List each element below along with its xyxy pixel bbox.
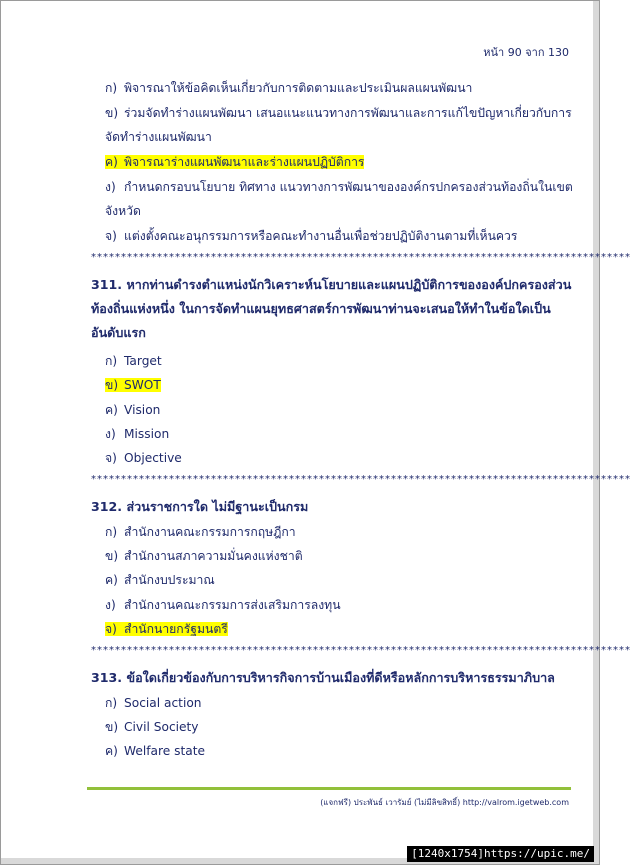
option-text: สำนักนายกรัฐมนตรี: [124, 622, 228, 636]
option-label: ก): [105, 81, 118, 95]
question-313: 313. ข้อใดเกี่ยวข้องกับการบริหารกิจการบ้านเมืองที่ดีหรือหลักการบริหารธรรมาภิบาล: [91, 670, 555, 685]
option-312-c: [105, 571, 215, 589]
option-label: จ): [105, 451, 117, 465]
option-311-d: [105, 425, 169, 443]
option-312-a: [105, 523, 296, 541]
option-311-e: [105, 449, 182, 467]
option-312-d: [105, 596, 341, 614]
option-text: Social action: [124, 696, 202, 710]
option-text: Vision: [124, 403, 161, 417]
footer-credit: (แจกฟรี) ประพันธ์ เวารัมย์ (ไม่มีลิขสิทธิ์) http://valrom.igetweb.com: [320, 798, 569, 807]
option-prev-e: [105, 227, 517, 245]
option-label: ข): [105, 106, 119, 120]
answer-highlight: [105, 622, 228, 636]
watermark: [1240x1754]https://upic.me/: [407, 846, 594, 862]
option-313-c: [105, 742, 205, 760]
option-text: Welfare state: [124, 744, 205, 758]
option-label: ค): [105, 155, 118, 169]
option-label: จ): [105, 229, 117, 243]
option-prev-d: [105, 175, 575, 223]
option-label: ง): [105, 427, 116, 441]
option-prev-b: [105, 101, 575, 149]
option-label: ก): [105, 354, 118, 368]
option-label: ค): [105, 573, 118, 587]
option-311-a: [105, 352, 162, 370]
option-label: จ): [105, 622, 117, 636]
option-text: Civil Society: [124, 720, 199, 734]
option-311-c: [105, 401, 160, 419]
separator: ******************************************************************************************: [91, 645, 631, 656]
option-prev-a: [105, 79, 472, 97]
option-label: ก): [105, 525, 118, 539]
option-312-e: [105, 620, 228, 638]
separator: ******************************************************************************************: [91, 252, 631, 263]
option-text: แต่งตั้งคณะอนุกรรมการหรือคณะทำงานอื่นเพื่อช่วยปฏิบัติงานตามที่เห็นควร: [124, 229, 518, 243]
option-313-b: [105, 718, 199, 736]
option-text: พิจารณาให้ข้อคิดเห็นเกี่ยวกับการติดตามและประเมินผลแผนพัฒนา: [124, 81, 473, 95]
answer-highlight: [105, 155, 364, 169]
separator: ******************************************************************************************: [91, 474, 631, 485]
option-text: Mission: [124, 427, 170, 441]
option-label: ค): [105, 744, 118, 758]
option-text: สำนักงบประมาณ: [124, 573, 215, 587]
option-text: สำนักงานสภาความมั่นคงแห่งชาติ: [124, 549, 303, 563]
option-label: ข): [105, 378, 119, 392]
option-311-b: [105, 376, 161, 394]
option-313-a: [105, 694, 202, 712]
footer-rule: [87, 787, 571, 790]
option-text: Target: [124, 354, 162, 368]
option-text: สำนักงานคณะกรรมการกฤษฎีกา: [124, 525, 296, 539]
option-label: ข): [105, 720, 119, 734]
option-prev-c: [105, 153, 364, 171]
answer-highlight: [105, 378, 161, 392]
option-text: พิจารณาร่างแผนพัฒนาและร่างแผนปฏิบัติการ: [124, 155, 365, 169]
option-label: ค): [105, 403, 118, 417]
option-label: ง): [105, 598, 116, 612]
question-311: 311. หากท่านดำรงตำแหน่งนักวิเคราะห์นโยบายและแผนปฏิบัติการขององค์ปกครองส่วนท้องถิ่นแห่งหนึ่ง ในการจัดทำแผนยุทธศาสตร์การพัฒนาท่านจะเสนอให้ทำในข้อใดเป็นอันดับแรก: [91, 277, 572, 340]
option-label: ก): [105, 696, 118, 710]
option-text: SWOT: [124, 378, 161, 392]
option-text: กำหนดกรอบนโยบาย ทิศทาง แนวทางการพัฒนาขององค์กรปกครองส่วนท้องถิ่นในเขตจังหวัด: [105, 180, 573, 218]
option-label: ข): [105, 549, 119, 563]
option-text: สำนักงานคณะกรรมการส่งเสริมการลงทุน: [124, 598, 341, 612]
page-number: หน้า 90 จาก 130: [483, 46, 569, 59]
option-text: Objective: [124, 451, 182, 465]
option-312-b: [105, 547, 303, 565]
option-label: ง): [105, 180, 116, 194]
option-text: ร่วมจัดทำร่างแผนพัฒนา เสนอแนะแนวทางการพัฒนาและการแก้ไขปัญหาเกี่ยวกับการจัดทำร่างแผนพัฒนา: [105, 106, 572, 144]
question-312: 312. ส่วนราชการใด ไม่มีฐานะเป็นกรม: [91, 499, 309, 514]
